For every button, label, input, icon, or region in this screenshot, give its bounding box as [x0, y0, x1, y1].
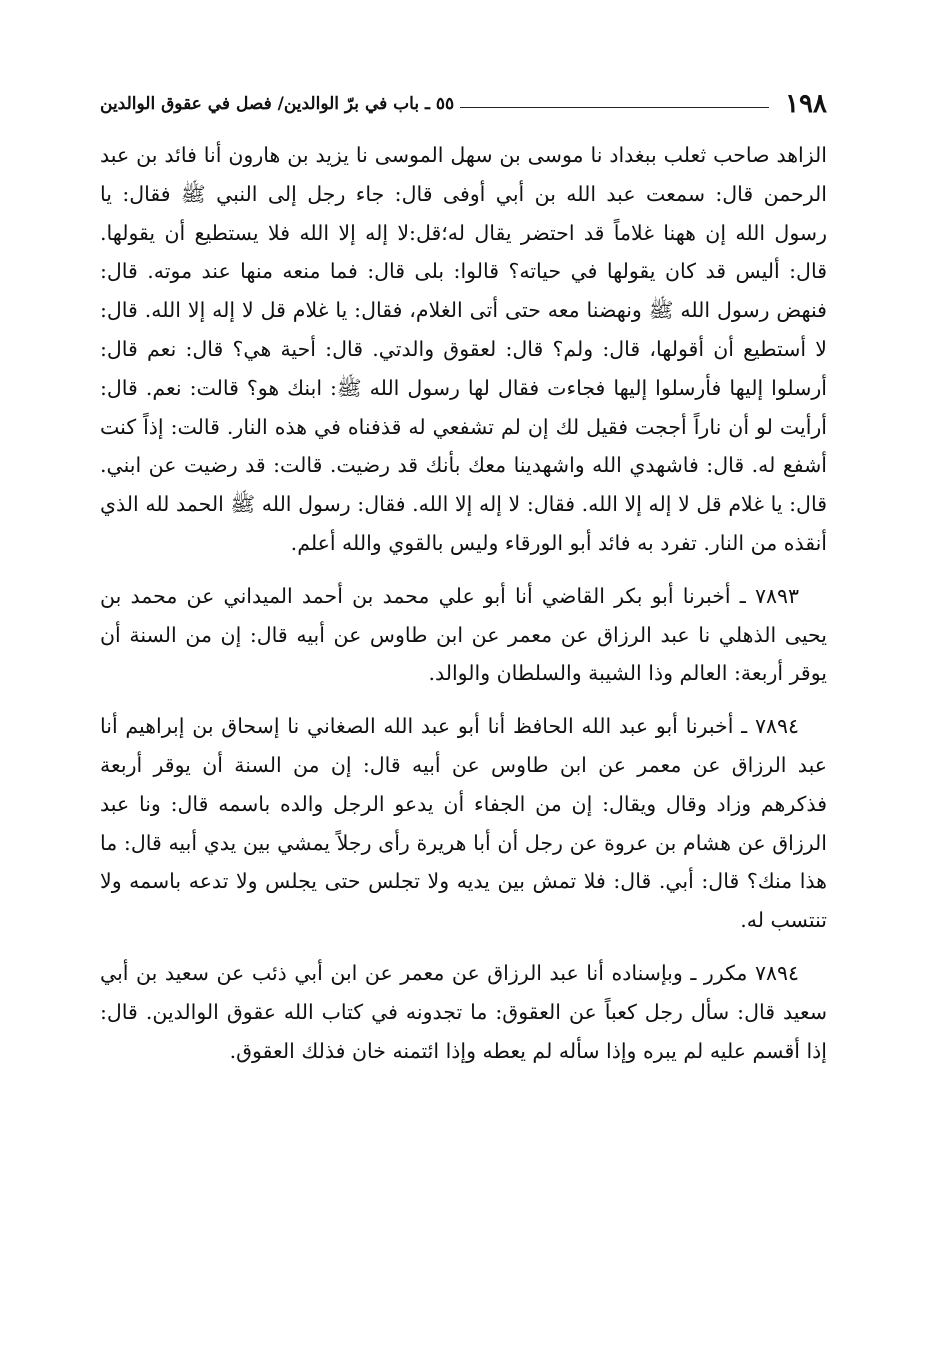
page-header — [100, 86, 827, 122]
paragraph-hadith-continuation: الزاهد صاحب ثعلب ببغداد نا موسى بن سهل الموسى نا يزيد بن هارون أنا فائد بن عبد الرحمن قال: سمعت عبد الله بن أبي أوفى قال: جاء رجل إلى النبي ﷺ فقال: يا رسول الله إن ههنا غلاماً قد احتضر يقال له؛قل:لا إله إلا الله فلا يستطيع أن يقولها. قال: أليس قد كان يقولها في حياته؟ قالوا: بلى قال: فما منعه منها عند موته. قال: فنهض رسول الله ﷺ ونهضنا معه حتى أتى الغلام، فقال: يا غلام قل لا إله إلا الله. قال: لا أستطيع أن أقولها، قال: ولم؟ قال: لعقوق والدتي. قال: أحية هي؟ قال: نعم قال: أرسلوا إليها فأرسلوا إليها فجاءت فقال لها رسول الله ﷺ: ابنك هو؟ قالت: نعم. قال: أرأيت لو أن ناراً أججت فقيل لك إن لم تشفعي له قذفناه في هذه النار. قالت: إذاً كنت أشفع له. قال: فاشهدي الله واشهدينا معك بأنك قد رضيت. قالت: قد رضيت عن ابني. قال: يا غلام قل لا إله إلا الله. فقال: لا إله إلا الله. فقال: رسول الله ﷺ الحمد لله الذي أنقذه من النار. تفرد به فائد أبو الورقاء وليس بالقوي والله أعلم. — [100, 143, 827, 555]
running-title: ٥٥ ـ باب في برّ الوالدين/ فصل في عقوق الوالدين — [100, 94, 455, 114]
body-text — [100, 136, 827, 1070]
header-rule — [460, 107, 769, 108]
paragraph-hadith-7894: ٧٨٩٤ ـ أخبرنا أبو عبد الله الحافظ أنا أبو عبد الله الصغاني نا إسحاق بن إبراهيم أنا عبد الرزاق عن معمر عن ابن طاوس عن أبيه قال: إن من السنة أن يوقر أربعة فذكرهم وزاد وقال ويقال: إن من الجفاء أن يدعو الرجل والده باسمه قال: ونا عبد الرزاق عن هشام بن عروة عن رجل أن أبا هريرة رأى رجلاً يمشي بين يدي أبيه قال: ما هذا منك؟ قال: أبي. قال: فلا تمش بين يديه ولا تجلس حتى يجلس ولا تدعه باسمه ولا تنتسب له. — [100, 714, 827, 933]
page-number: ١٩٨ — [785, 89, 827, 119]
paragraph-hadith-7894-repeat: ٧٨٩٤ مكرر ـ وبإسناده أنا عبد الرزاق عن معمر عن ابن أبي ذئب عن سعيد بن أبي سعيد قال: سأل رجل كعباً عن العقوق: ما تجدونه في كتاب الله عقوق الوالدين. قال: إذا أقسم عليه لم يبره وإذا سأله لم يعطه وإذا ائتمنه خان فذلك العقوق. — [100, 960, 827, 1063]
paragraph-hadith-7893: ٧٨٩٣ ـ أخبرنا أبو بكر القاضي أنا أبو علي محمد بن أحمد الميداني عن محمد بن يحيى الذهلي نا عبد الرزاق عن معمر عن ابن طاوس عن أبيه قال: إن من السنة أن يوقر أربعة: العالم وذا الشيبة والسلطان والوالد. — [100, 583, 827, 686]
